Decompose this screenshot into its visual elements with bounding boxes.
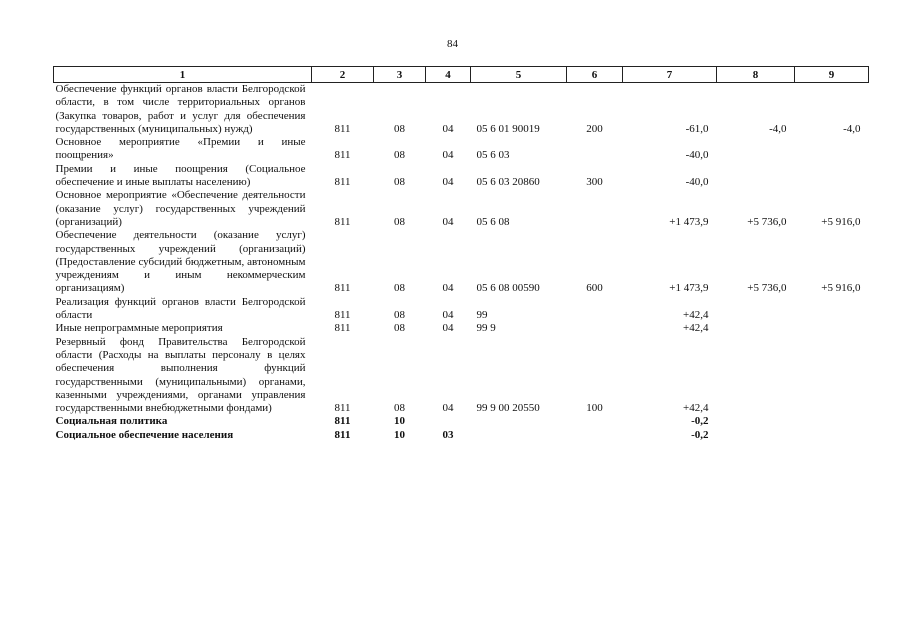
table-row — [54, 415, 869, 428]
cell-amount-year1: +1 473,9 — [669, 282, 709, 295]
cell-expense-type: 600 — [586, 282, 603, 295]
cell-expense-type — [567, 189, 623, 229]
cell-amount-year3 — [795, 336, 869, 416]
row-name: Премии и иные поощрения (Социальное обеспечение и иные выплаты населению) — [55, 162, 306, 189]
cell-gr-code: 811 — [334, 176, 351, 189]
column-header: 3 — [374, 67, 426, 83]
cell-gr-code: 811 — [334, 402, 351, 415]
cell-amount-year1: -40,0 — [685, 176, 709, 189]
table-row — [54, 296, 869, 323]
row-name: Обеспечение функций органов власти Белгородской области, в том числе территориальных органов (Закупка товаров, работ и услуг для обеспечения государственных (муниципальных) нужд) — [55, 83, 306, 135]
cell-gr-code: 811 — [334, 122, 351, 135]
cell-gr-code: 811 — [334, 322, 351, 335]
cell-section-code: 10 — [394, 428, 405, 441]
cell-amount-year2 — [717, 296, 795, 323]
cell-subsection-code: 04 — [442, 149, 454, 162]
cell-subsection-code: 04 — [442, 402, 454, 415]
cell-target-article: 99 9 — [476, 322, 496, 335]
column-header: 5 — [471, 67, 567, 83]
cell-amount-year2 — [717, 163, 795, 190]
cell-section-code: 08 — [394, 309, 405, 322]
cell-target-article: 05 6 08 00590 — [476, 282, 540, 295]
cell-subsection-code: 04 — [442, 322, 454, 335]
row-name: Обеспечение деятельности (оказание услуг) государственных учреждений (организаций) (Предоставление субсидий бюджетным, автономным учреждениям и иным некоммерческим организациям) — [55, 229, 306, 295]
table-row — [54, 136, 869, 163]
table-row — [54, 229, 869, 295]
cell-gr-code: 811 — [334, 282, 351, 295]
cell-subsection-code: 04 — [442, 282, 454, 295]
cell-amount-year3: -4,0 — [843, 122, 861, 135]
cell-expense-type — [567, 415, 623, 428]
cell-amount-year1: -61,0 — [685, 122, 709, 135]
cell-expense-type: 300 — [586, 176, 603, 189]
cell-amount-year3 — [795, 136, 869, 163]
cell-section-code: 10 — [394, 415, 405, 428]
column-header: 8 — [717, 67, 795, 83]
cell-gr-code: 811 — [334, 215, 351, 228]
cell-amount-year1: -40,0 — [685, 149, 709, 162]
cell-target-article: 99 9 00 20550 — [476, 402, 540, 415]
cell-target-article: 05 6 08 — [476, 215, 510, 228]
cell-amount-year1: +1 473,9 — [669, 215, 709, 228]
table-row — [54, 83, 869, 137]
column-number-row — [54, 67, 869, 83]
row-name: Резервный фонд Правительства Белгородской области (Расходы на выплаты персоналу в целях обеспечения выполнения функций государственными (муниципальными) органами, казенными учреждениями, органами управления государственными внебюджетными фондами) — [55, 335, 306, 415]
cell-expense-type — [567, 322, 623, 335]
row-name: Социальное обеспечение населения — [55, 428, 234, 441]
page-number: 84 — [447, 38, 458, 50]
budget-table — [53, 66, 869, 442]
cell-target-article: 99 — [476, 309, 488, 322]
cell-section-code: 08 — [394, 215, 405, 228]
cell-gr-code: 811 — [334, 149, 351, 162]
cell-amount-year3 — [795, 322, 869, 335]
cell-subsection-code: 04 — [442, 176, 454, 189]
cell-amount-year2: +5 736,0 — [747, 215, 787, 228]
row-name: Иные непрограммные мероприятия — [55, 322, 223, 335]
cell-target-article — [471, 415, 567, 428]
cell-expense-type: 100 — [586, 402, 603, 415]
table-body — [54, 83, 869, 443]
cell-expense-type — [567, 136, 623, 163]
cell-expense-type — [567, 296, 623, 323]
column-header: 7 — [623, 67, 717, 83]
cell-target-article — [471, 429, 567, 442]
table-row — [54, 429, 869, 442]
cell-amount-year1: +42,4 — [683, 402, 709, 415]
column-header: 4 — [426, 67, 471, 83]
row-name: Социальная политика — [55, 415, 168, 428]
cell-target-article: 05 6 03 20860 — [476, 176, 540, 189]
cell-subsection-code: 04 — [442, 215, 454, 228]
cell-amount-year3: +5 916,0 — [821, 215, 861, 228]
cell-amount-year1: -0,2 — [691, 415, 709, 428]
cell-section-code: 08 — [394, 176, 405, 189]
row-name: Основное мероприятие «Обеспечение деятельности (оказание услуг) государственных учреждений (организаций) — [55, 189, 306, 228]
cell-expense-type — [567, 429, 623, 442]
cell-amount-year3: +5 916,0 — [821, 282, 861, 295]
cell-amount-year2: -4,0 — [769, 122, 787, 135]
cell-gr-code: 811 — [334, 309, 351, 322]
row-name: Реализация функций органов власти Белгородской области — [55, 295, 306, 322]
table-row — [54, 322, 869, 335]
cell-amount-year3 — [795, 296, 869, 323]
column-header: 2 — [312, 67, 374, 83]
cell-section-code: 08 — [394, 282, 405, 295]
cell-subsection-code — [426, 415, 471, 428]
column-header: 1 — [54, 67, 312, 83]
cell-gr-code: 811 — [334, 428, 351, 441]
table-row — [54, 336, 869, 416]
cell-amount-year2 — [717, 336, 795, 416]
cell-subsection-code: 04 — [442, 122, 454, 135]
cell-amount-year2 — [717, 415, 795, 428]
cell-amount-year3 — [795, 429, 869, 442]
cell-amount-year3 — [795, 163, 869, 190]
row-name: Основное мероприятие «Премии и иные поощрения» — [55, 136, 306, 162]
cell-section-code: 08 — [394, 322, 405, 335]
cell-subsection-code: 03 — [442, 428, 454, 441]
cell-amount-year2 — [717, 136, 795, 163]
table-row — [54, 163, 869, 190]
cell-section-code: 08 — [394, 402, 405, 415]
table-row — [54, 189, 869, 229]
column-header: 9 — [795, 67, 869, 83]
cell-amount-year1: +42,4 — [683, 309, 709, 322]
column-header: 6 — [567, 67, 623, 83]
cell-amount-year2 — [717, 322, 795, 335]
cell-expense-type: 200 — [586, 122, 603, 135]
cell-amount-year2 — [717, 429, 795, 442]
cell-target-article: 05 6 03 — [476, 149, 510, 162]
cell-subsection-code: 04 — [442, 309, 454, 322]
cell-amount-year3 — [795, 415, 869, 428]
cell-amount-year1: +42,4 — [683, 322, 709, 335]
cell-gr-code: 811 — [334, 415, 351, 428]
cell-amount-year1: -0,2 — [691, 428, 709, 441]
cell-section-code: 08 — [394, 122, 405, 135]
cell-amount-year2: +5 736,0 — [747, 282, 787, 295]
cell-section-code: 08 — [394, 149, 405, 162]
cell-target-article: 05 6 01 90019 — [476, 122, 540, 135]
